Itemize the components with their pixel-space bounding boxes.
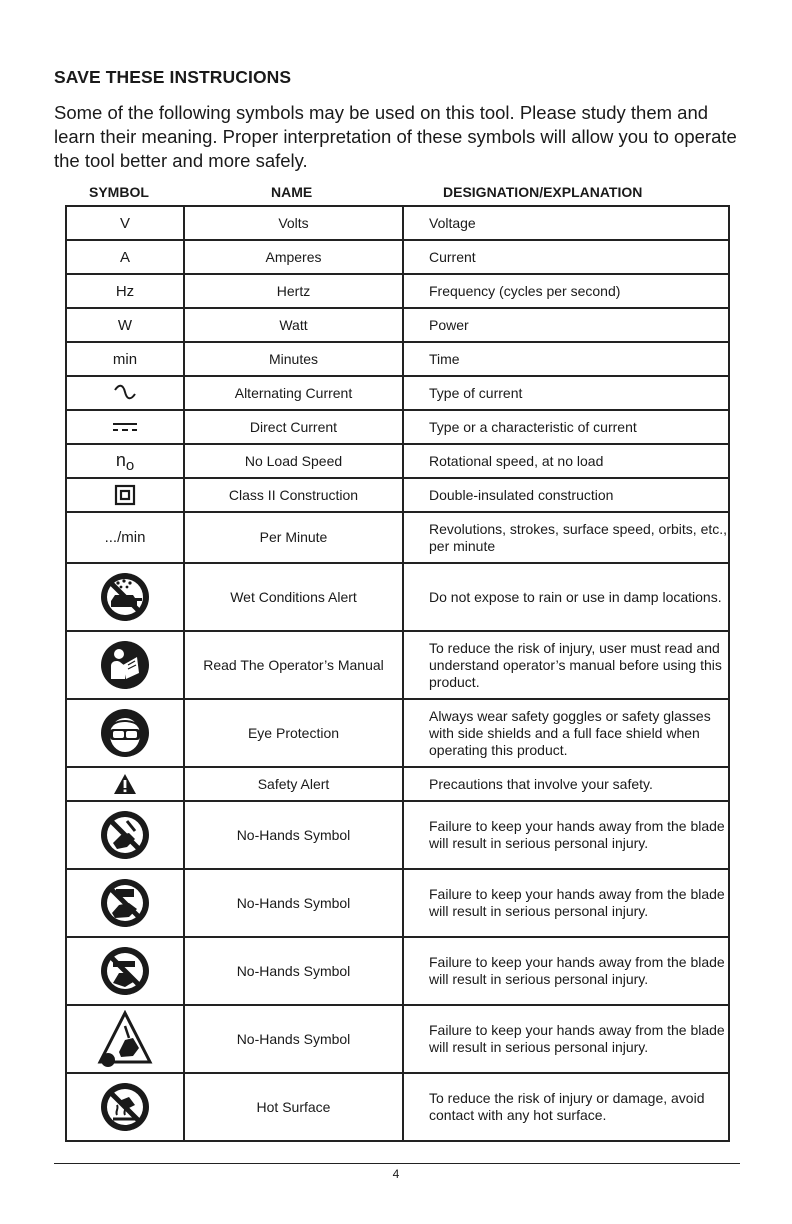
safety-alert-icon bbox=[113, 773, 137, 795]
table-row bbox=[66, 512, 729, 563]
symbol-name: No-Hands Symbol bbox=[184, 1005, 403, 1073]
wet-conditions-icon bbox=[99, 571, 151, 623]
symbol-designation: Revolutions, strokes, surface speed, orbits, etc., per minute bbox=[403, 512, 729, 563]
no-hands-warning-icon bbox=[97, 1010, 153, 1068]
symbol-name: Amperes bbox=[184, 240, 403, 274]
symbol-designation: Current bbox=[403, 240, 729, 274]
hot-surface-icon bbox=[99, 1081, 151, 1133]
symbol-designation: Power bbox=[403, 308, 729, 342]
symbol-text: .../min bbox=[104, 529, 146, 546]
column-header-designation: DESIGNATION/EXPLANATION bbox=[443, 184, 643, 200]
symbol-designation: Failure to keep your hands away from the blade will result in serious personal injury. bbox=[403, 937, 729, 1005]
table-row bbox=[66, 767, 729, 801]
symbol-designation: Type or a characteristic of current bbox=[403, 410, 729, 444]
table-row bbox=[66, 563, 729, 631]
symbols-table bbox=[65, 205, 730, 1142]
symbol-name: No-Hands Symbol bbox=[184, 869, 403, 937]
symbol-name: Volts bbox=[184, 206, 403, 240]
symbol-subscript: o bbox=[125, 457, 135, 474]
table-row bbox=[66, 1073, 729, 1141]
table-row bbox=[66, 699, 729, 767]
table-row bbox=[66, 478, 729, 512]
symbol-name: No-Hands Symbol bbox=[184, 801, 403, 869]
symbol-name: No-Hands Symbol bbox=[184, 937, 403, 1005]
symbol-designation: Failure to keep your hands away from the blade will result in serious personal injury. bbox=[403, 869, 729, 937]
alternating-current-icon bbox=[112, 384, 138, 402]
symbol-name: Read The Operator’s Manual bbox=[184, 631, 403, 699]
symbol-designation: To reduce the risk of injury, user must read and understand operator’s manual before using this product. bbox=[403, 631, 729, 699]
symbol-designation: Always wear safety goggles or safety glasses with side shields and a full face shield when operating this product. bbox=[403, 699, 729, 767]
table-row bbox=[66, 869, 729, 937]
table-row bbox=[66, 937, 729, 1005]
symbol-name: No Load Speed bbox=[184, 444, 403, 478]
table-row bbox=[66, 206, 729, 240]
table-row bbox=[66, 801, 729, 869]
no-hands-icon bbox=[99, 877, 151, 929]
table-row bbox=[66, 1005, 729, 1073]
symbol-text: V bbox=[119, 214, 130, 232]
symbol-name: Eye Protection bbox=[184, 699, 403, 767]
table-row bbox=[66, 410, 729, 444]
symbol-designation: Type of current bbox=[403, 376, 729, 410]
symbol-text: W bbox=[117, 316, 133, 334]
symbol-designation: Failure to keep your hands away from the blade will result in serious personal injury. bbox=[403, 801, 729, 869]
symbol-designation: Rotational speed, at no load bbox=[403, 444, 729, 478]
symbol-designation: Do not expose to rain or use in damp locations. bbox=[403, 563, 729, 631]
table-row bbox=[66, 308, 729, 342]
symbol-name: Minutes bbox=[184, 342, 403, 376]
symbol-name: Class II Construction bbox=[184, 478, 403, 512]
table-row bbox=[66, 631, 729, 699]
column-header-name: NAME bbox=[271, 184, 313, 200]
no-load-speed-symbol bbox=[66, 444, 184, 478]
symbol-name: Direct Current bbox=[184, 410, 403, 444]
class-ii-construction-icon bbox=[114, 484, 136, 506]
no-hands-icon bbox=[99, 945, 151, 997]
symbol-text: Hz bbox=[115, 282, 135, 300]
symbol-text: min bbox=[112, 350, 138, 368]
symbol-designation: Double-insulated construction bbox=[403, 478, 729, 512]
symbol-designation: Precautions that involve your safety. bbox=[403, 767, 729, 801]
symbol-name: Wet Conditions Alert bbox=[184, 563, 403, 631]
table-row bbox=[66, 274, 729, 308]
symbol-designation: Failure to keep your hands away from the blade will result in serious personal injury. bbox=[403, 1005, 729, 1073]
symbol-text: A bbox=[119, 248, 130, 266]
page-number: 4 bbox=[392, 1167, 400, 1181]
symbol-name: Safety Alert bbox=[184, 767, 403, 801]
intro-paragraph: Some of the following symbols may be used on this tool. Please study them and learn their meaning. Proper interpretation of these symbols will allow you to operate the tool better and more safely. bbox=[54, 102, 737, 171]
page-heading: SAVE THESE INSTRUCIONS bbox=[54, 67, 292, 87]
symbol-designation: Voltage bbox=[403, 206, 729, 240]
no-hands-icon bbox=[99, 809, 151, 861]
symbol-name: Per Minute bbox=[184, 512, 403, 563]
table-row bbox=[66, 376, 729, 410]
column-header-symbol: SYMBOL bbox=[89, 184, 149, 200]
symbol-text: n bbox=[115, 450, 126, 470]
symbol-name: Alternating Current bbox=[184, 376, 403, 410]
direct-current-icon bbox=[111, 421, 139, 433]
read-manual-icon bbox=[99, 639, 151, 691]
symbol-designation: To reduce the risk of injury or damage, avoid contact with any hot surface. bbox=[403, 1073, 729, 1141]
symbol-name: Hertz bbox=[184, 274, 403, 308]
table-row bbox=[66, 342, 729, 376]
symbol-designation: Time bbox=[403, 342, 729, 376]
symbol-name: Watt bbox=[184, 308, 403, 342]
table-row bbox=[66, 444, 729, 478]
symbol-designation: Frequency (cycles per second) bbox=[403, 274, 729, 308]
footer-divider bbox=[54, 1163, 740, 1164]
eye-protection-icon bbox=[99, 707, 151, 759]
symbol-name: Hot Surface bbox=[184, 1073, 403, 1141]
table-row bbox=[66, 240, 729, 274]
